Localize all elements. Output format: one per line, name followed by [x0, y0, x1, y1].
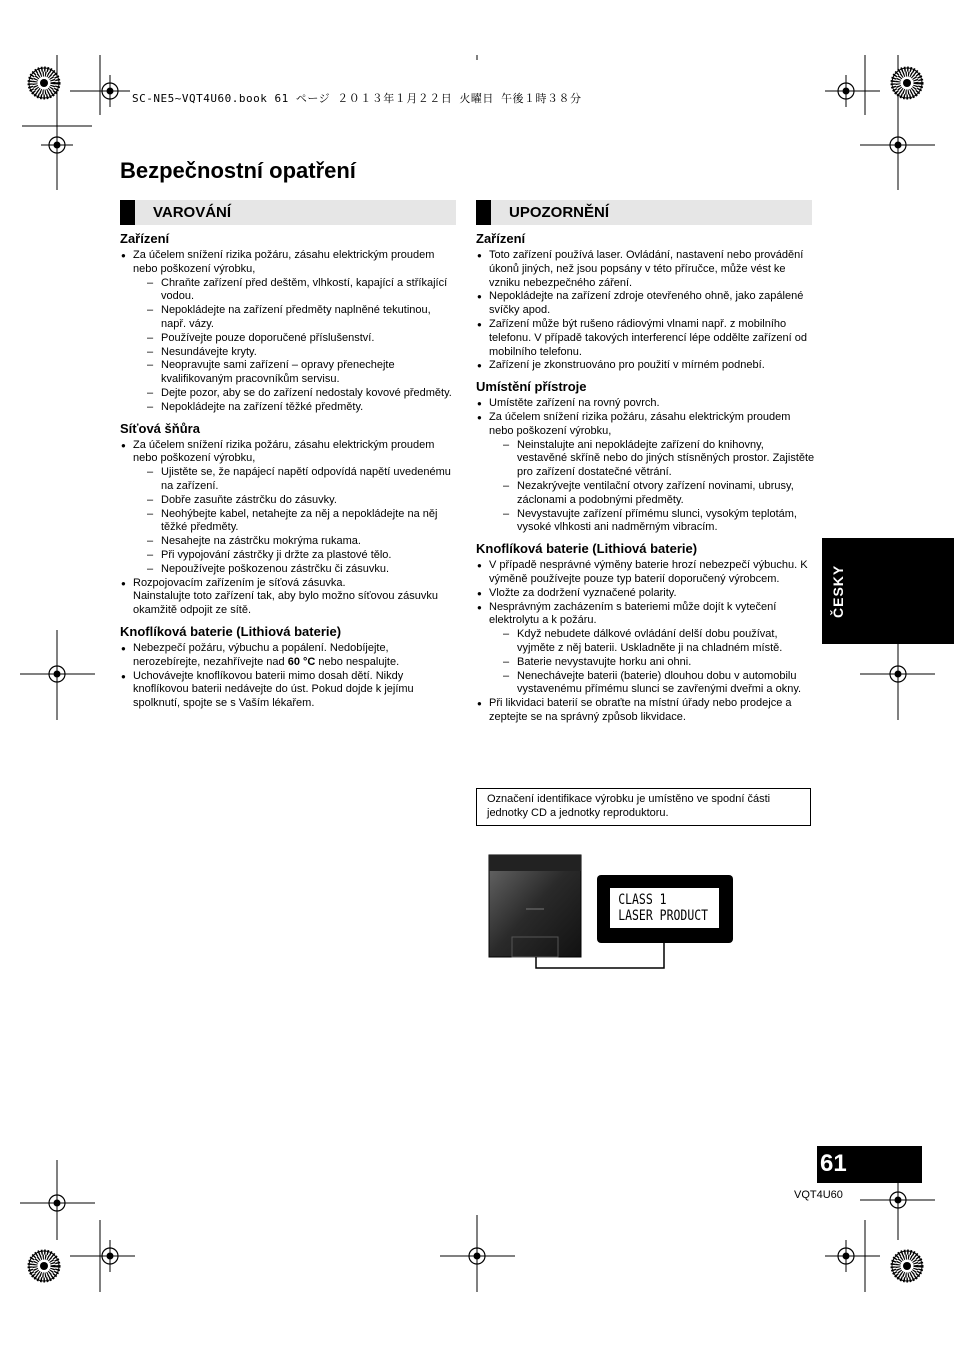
section-title: Umístění přístroje	[476, 379, 587, 395]
list-item: ● Uchovávejte knoflíkovou baterii mimo dosah dětí. Nikdy knoflíkovou baterii nedávejte do úst. Pokud dojde k jejímu spolknutí, spojte se s Vaším lékařem.	[120, 670, 456, 711]
list-item: ● Umístěte zařízení na rovný povrch.	[476, 397, 816, 411]
section-title: Zařízení	[120, 231, 170, 246]
list-item: ● Vložte za dodržení vyznačené polarity.	[476, 587, 816, 601]
page-number: 61	[820, 1150, 847, 1177]
language-tab-label: ČESKY	[830, 564, 846, 618]
laser-label-line1: CLASS 1	[618, 892, 667, 908]
list-item: ● Za účelem snížení rizika požáru, zásahu elektrickým proudem nebo poškození výrobku, – Neinstalujte ani nepokládejte zařízení do knihovny, vestavěné skříně nebo do jiných stísněných prostor. Zajistěte pro zařízení dostatečné větrání. – Nezakrývejte ventilační otvory zařízení novinami, ubrusy, záclonami a podobnými předměty. – Nevystavujte zařízení přímému slunci, vysokým teplotám, vysoké vlhkosti ani nadměrným vibracím.	[476, 411, 816, 535]
language-tab	[822, 538, 954, 644]
list-item: – Nezakrývejte ventilační otvory zařízení novinami, ubrusy, záclonami a podobnými předměty.	[489, 480, 816, 508]
list-item: ● Nepokládejte na zařízení zdroje otevřeného ohně, jako zapálené svíčky apod.	[476, 290, 816, 318]
warning-column	[120, 231, 456, 711]
section-title: Síťová šňůra	[120, 420, 200, 436]
warning-heading: VAROVÁNÍ	[153, 204, 232, 221]
caution-column	[476, 231, 816, 725]
list-item: – Nepoužívejte poškozenou zástrčku či zásuvku.	[133, 563, 456, 577]
warning-heading-bar	[120, 200, 456, 225]
section-title: Knoflíková baterie (Lithiová baterie)	[120, 623, 342, 639]
list-item: – Nepokládejte na zařízení těžké předměty.	[133, 401, 456, 415]
list-item: – Baterie nevystavujte horku ani ohni.	[489, 656, 816, 670]
list-item: ● Zařízení je zkonstruováno pro použití v mírném podnebí.	[476, 359, 816, 373]
page-number-box	[817, 1146, 922, 1183]
paragraph: Nainstalujte toto zařízení tak, aby bylo možno síťovou zásuvku okamžitě odpojit ze sítě.	[133, 590, 438, 617]
list-item: – Nesundávejte kryty.	[133, 346, 456, 360]
list-item: – Když nebudete dálkové ovládání delší dobu používat, vyjměte z něj baterii. Uskladněte ji na chladném místě.	[489, 628, 816, 656]
list-item: – Při vypojování zástrčky ji držte za plastové tělo.	[133, 549, 456, 563]
list-item: ● V případě nesprávné výměny baterie hrozí nebezpečí výbuchu. K výměně používejte pouze typ baterií doporučený výrobcem.	[476, 559, 816, 587]
page-title: Bezpečnostní opatření	[120, 158, 356, 183]
caution-heading-bar	[476, 200, 812, 225]
list-item: ● Při likvidaci baterií se obraťte na místní úřady nebo prodejce a zeptejte se na správný způsob likvidace.	[476, 697, 816, 725]
list-item: – Dobře zasuňte zástrčku do zásuvky.	[133, 494, 456, 508]
temperature-value: 60 °C	[287, 655, 316, 668]
list-item: – Neohýbejte kabel, netahejte za něj a nepokládejte na něj těžké předměty.	[133, 508, 456, 536]
list-item: – Nesahejte na zástrčku mokrýma rukama.	[133, 535, 456, 549]
laser-label-line2: LASER PRODUCT	[618, 908, 709, 924]
list-item: ● Toto zařízení používá laser. Ovládání, nastavení nebo provádění úkonů jiných, než jsou popsány v této příručce, může vést ke vzniku nebezpečného záření.	[476, 249, 816, 290]
list-item: – Nevystavujte zařízení přímému slunci, vysokým teplotám, vysoké vlhkosti ani nadměrným vibracím.	[489, 508, 816, 536]
list-item: – Chraňte zařízení před deštěm, vlhkostí, kapající a stříkající vodou.	[133, 277, 456, 305]
list-item: ● Nebezpečí požáru, výbuchu a popálení. Nedobíjejte, nerozebírejte, nezahřívejte nad 60 °C nebo nespalujte.	[120, 642, 456, 670]
list-item: ● Za účelem snížení rizika požáru, zásahu elektrickým proudem nebo poškození výrobku, – Ujistěte se, že napájecí napětí odpovídá napětí uvedenému na zařízení. – Dobře zasuňte zástrčku do zásuvky. – Neohýbejte kabel, netahejte za něj a nepokládejte na něj těžké předměty. – Nesahejte na zástrčku mokrýma rukama. – Při vypojování zástrčky ji držte za plastové tělo. – Nepoužívejte poškozenou zástrčku či zásuvku.	[120, 439, 456, 577]
heading-marker	[476, 200, 491, 225]
list-item: – Neopravujte sami zařízení – opravy přenechejte kvalifikovaným pracovníkům servisu.	[133, 359, 456, 387]
list-item: – Nenechávejte baterii (baterie) dlouhou dobu v automobilu vystavenému přímému slunci se zavřenými dveřmi a okny.	[489, 670, 816, 698]
caution-heading: UPOZORNĚNÍ	[509, 204, 610, 221]
laser-label-panel	[610, 888, 719, 928]
section-title: Zařízení	[476, 231, 526, 246]
laser-label	[597, 875, 733, 943]
document-code: VQT4U60	[794, 1189, 843, 1201]
list-item: – Nepokládejte na zařízení předměty naplněné tekutinou, např. vázy.	[133, 304, 456, 332]
product-id-notice: Označení identifikace výrobku je umístěno ve spodní části jednotky CD a jednotky reproduktoru.	[476, 788, 811, 826]
heading-marker	[120, 200, 135, 225]
list-item: ● Nesprávným zacházením s bateriemi může dojít k vytečení elektrolytu a k požáru. – Když nebudete dálkové ovládání delší dobu používat, vyjměte z něj baterii. Uskladněte ji na chladném místě. – Baterie nevystavujte horku ani ohni. – Nenechávejte baterii (baterie) dlouhou dobu v automobilu vystavenému přímému slunci se zavřenými dveřmi a okny.	[476, 601, 816, 698]
list-item: ● Zařízení může být rušeno rádiovými vlnami např. z mobilního telefonu. V případě takových interferencí lépe oddělte zařízení od mobilního telefonu.	[476, 318, 816, 359]
list-item: – Dejte pozor, aby se do zařízení nedostaly kovové předměty.	[133, 387, 456, 401]
print-header: SC-NE5~VQT4U60.book 61 ページ ２０１３年１月２２日 火曜日 午後１時３８分	[132, 92, 582, 105]
section-title: Knoflíková baterie (Lithiová baterie)	[476, 541, 698, 557]
list-item: – Používejte pouze doporučené příslušenství.	[133, 332, 456, 346]
list-item: ● Za účelem snížení rizika požáru, zásahu elektrickým proudem nebo poškození výrobku, – Chraňte zařízení před deštěm, vlhkostí, kapající a stříkající vodou. – Nepokládejte na zařízení předměty naplněné tekutinou, např. vázy. – Používejte pouze doporučené příslušenství. – Nesundávejte kryty. – Neopravujte sami zařízení – opravy přenechejte kvalifikovaným pracovníkům servisu. – Dejte pozor, aby se do zařízení nedostaly kovové předměty. – Nepokládejte na zařízení těžké předměty.	[120, 249, 456, 415]
list-item: – Neinstalujte ani nepokládejte zařízení do knihovny, vestavěné skříně nebo do jiných stísněných prostor. Zajistěte pro zařízení dostatečné větrání.	[489, 439, 816, 480]
list-item: – Ujistěte se, že napájecí napětí odpovídá napětí uvedenému na zařízení.	[133, 466, 456, 494]
list-item: ● Rozpojovacím zařízením je síťová zásuvka.	[120, 577, 456, 591]
